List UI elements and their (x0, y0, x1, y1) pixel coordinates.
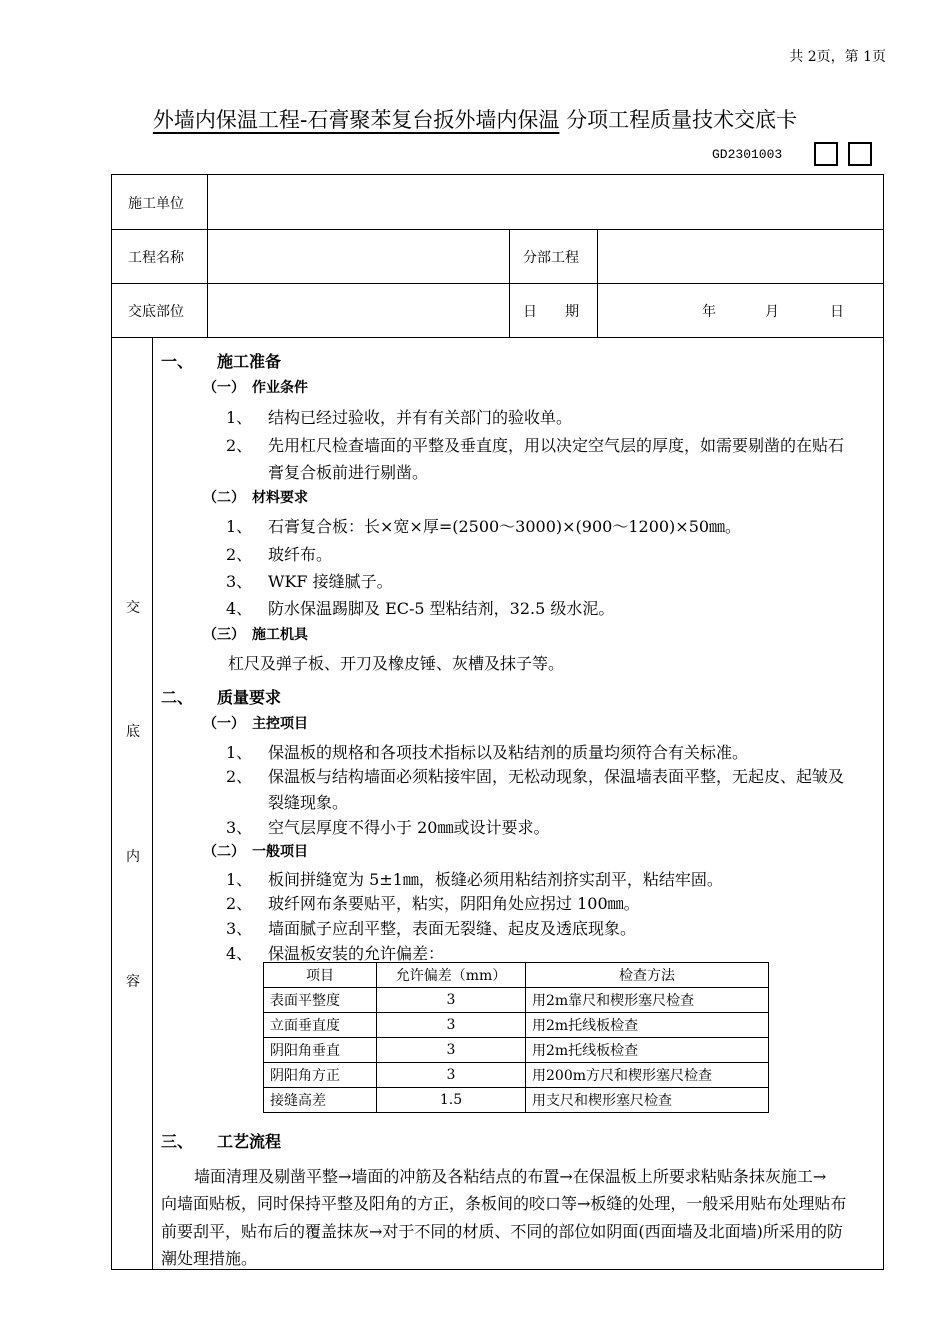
sub-project-field[interactable] (598, 230, 882, 282)
paragraph-line: 前要刮平，贴布后的覆盖抹灰→对于不同的材质、不同的部位如阴面(西面墙及北面墙)所采用的防 (161, 1222, 843, 1241)
table-row (264, 1063, 769, 1088)
table-cell: 用2m托线板检查 (526, 1013, 769, 1038)
table-cell: 3 (377, 1013, 526, 1038)
checkbox-1[interactable] (814, 142, 838, 166)
table-header-row (264, 963, 769, 988)
title-rest: 分项工程质量技术交底卡 (566, 108, 798, 132)
table-row (264, 1038, 769, 1063)
list-item-continuation: 膏复合板前进行剔凿。 (268, 463, 429, 482)
page-title (0, 104, 950, 134)
table-cell: 阴阳角垂直 (264, 1038, 377, 1063)
row-divider (112, 337, 883, 338)
subsection-heading: （一） 作业条件 (203, 380, 308, 396)
list-item: 3、 空气层厚度不得小于 20㎜或设计要求。 (226, 818, 550, 837)
list-item-continuation: 裂缝现象。 (268, 793, 349, 812)
table-cell: 阴阳角方正 (264, 1063, 377, 1088)
list-item: 1、 板间拼缝宽为 5±1㎜，板缝必须用粘结剂挤实刮平，粘结牢固。 (226, 870, 723, 889)
table-header: 允许偏差（mm） (377, 963, 526, 988)
checkbox-2[interactable] (848, 142, 872, 166)
deviation-table (263, 962, 769, 1113)
side-label-char: 交 (126, 600, 140, 616)
paragraph: 杠尺及弹子板、开刀及橡皮锤、灰槽及抹子等。 (228, 654, 565, 673)
side-label-char: 内 (126, 849, 140, 865)
table-cell: 3 (377, 988, 526, 1013)
subsection-heading: （二） 材料要求 (203, 490, 308, 506)
table-cell: 接缝高差 (264, 1088, 377, 1113)
table-cell: 1.5 (377, 1088, 526, 1113)
paragraph-line: 墙面清理及剔凿平整→墙面的冲筋及各粘结点的布置→在保温板上所要求粘贴条抹灰施工→ (194, 1167, 827, 1186)
section-heading: 二、 质量要求 (161, 688, 282, 707)
construction-unit-field[interactable] (208, 176, 882, 228)
list-item: 1、 保温板的规格和各项技术指标以及粘结剂的质量均须符合有关标准。 (226, 743, 749, 762)
handover-part-label: 交底部位 (128, 304, 184, 320)
side-label-char: 底 (126, 724, 140, 740)
paragraph-line: 向墙面贴板，同时保持平整及阳角的方正，条板间的咬口等→板缝的处理，一般采用贴布处理贴布 (161, 1194, 847, 1213)
table-cell: 用2m靠尺和楔形塞尺检查 (526, 988, 769, 1013)
table-cell: 用2m托线板检查 (526, 1038, 769, 1063)
list-item: 2、 保温板与结构墙面必须粘接牢固，无松动现象，保温墙表面平整，无起皮、起皱及 (226, 767, 845, 786)
list-item: 2、 玻纤网布条要贴平，粘实，阴阳角处应拐过 100㎜。 (226, 894, 640, 913)
list-item: 4、 保温板安装的允许偏差： (226, 944, 445, 963)
list-item: 1、 石膏复合板：长×宽×厚=(2500～3000)×(900～1200)×50㎜。 (226, 517, 742, 536)
table-row (264, 988, 769, 1013)
document-code: GD2301003 (712, 147, 783, 162)
subsection-heading: （一） 主控项目 (203, 716, 308, 732)
subsection-heading: （二） 一般项目 (203, 844, 308, 860)
list-item: 3、 墙面腻子应刮平整，表面无裂缝、起皮及透底现象。 (226, 919, 637, 938)
date-day[interactable]: 日 (830, 304, 844, 320)
col-divider (509, 229, 510, 337)
project-name-label: 工程名称 (128, 250, 184, 266)
table-cell: 3 (377, 1038, 526, 1063)
list-item: 2、 玻纤布。 (226, 545, 333, 564)
table-header: 项目 (264, 963, 377, 988)
paragraph-line: 潮处理措施。 (161, 1249, 258, 1268)
title-underlined: 外墙内保温工程-石膏聚苯复台扳外墙内保温 (152, 108, 560, 132)
page-indicator: 共 2页，第 1页 (789, 49, 886, 65)
table-cell: 立面垂直度 (264, 1013, 377, 1038)
table-cell: 表面平整度 (264, 988, 377, 1013)
handover-part-field[interactable] (208, 284, 508, 336)
section-heading: 三、 工艺流程 (161, 1132, 282, 1151)
list-item: 2、 先用杠尺检查墙面的平整及垂直度，用以决定空气层的厚度，如需要剔凿的在贴石 (226, 436, 845, 455)
project-name-field[interactable] (208, 230, 508, 282)
list-item: 4、 防水保温踢脚及 EC-5 型粘结剂，32.5 级水泥。 (226, 599, 615, 618)
sub-project-label: 分部工程 (523, 250, 579, 266)
table-header: 检查方法 (526, 963, 769, 988)
date-year[interactable]: 年 (702, 304, 716, 320)
list-item: 3、 WKF 接缝腻子。 (226, 572, 393, 591)
table-cell: 3 (377, 1063, 526, 1088)
table-row (264, 1088, 769, 1113)
list-item: 1、 结构已经过验收，并有有关部门的验收单。 (226, 408, 573, 427)
date-label: 日 期 (523, 304, 579, 320)
subsection-heading: （三） 施工机具 (203, 627, 308, 643)
table-cell: 用支尺和楔形塞尺检查 (526, 1088, 769, 1113)
table-cell: 用200m方尺和楔形塞尺检查 (526, 1063, 769, 1088)
col-divider (152, 337, 153, 1269)
date-month[interactable]: 月 (765, 304, 779, 320)
table-row (264, 1013, 769, 1038)
construction-unit-label: 施工单位 (128, 196, 184, 212)
side-label-char: 容 (126, 974, 140, 990)
section-heading: 一、 施工准备 (161, 352, 282, 371)
